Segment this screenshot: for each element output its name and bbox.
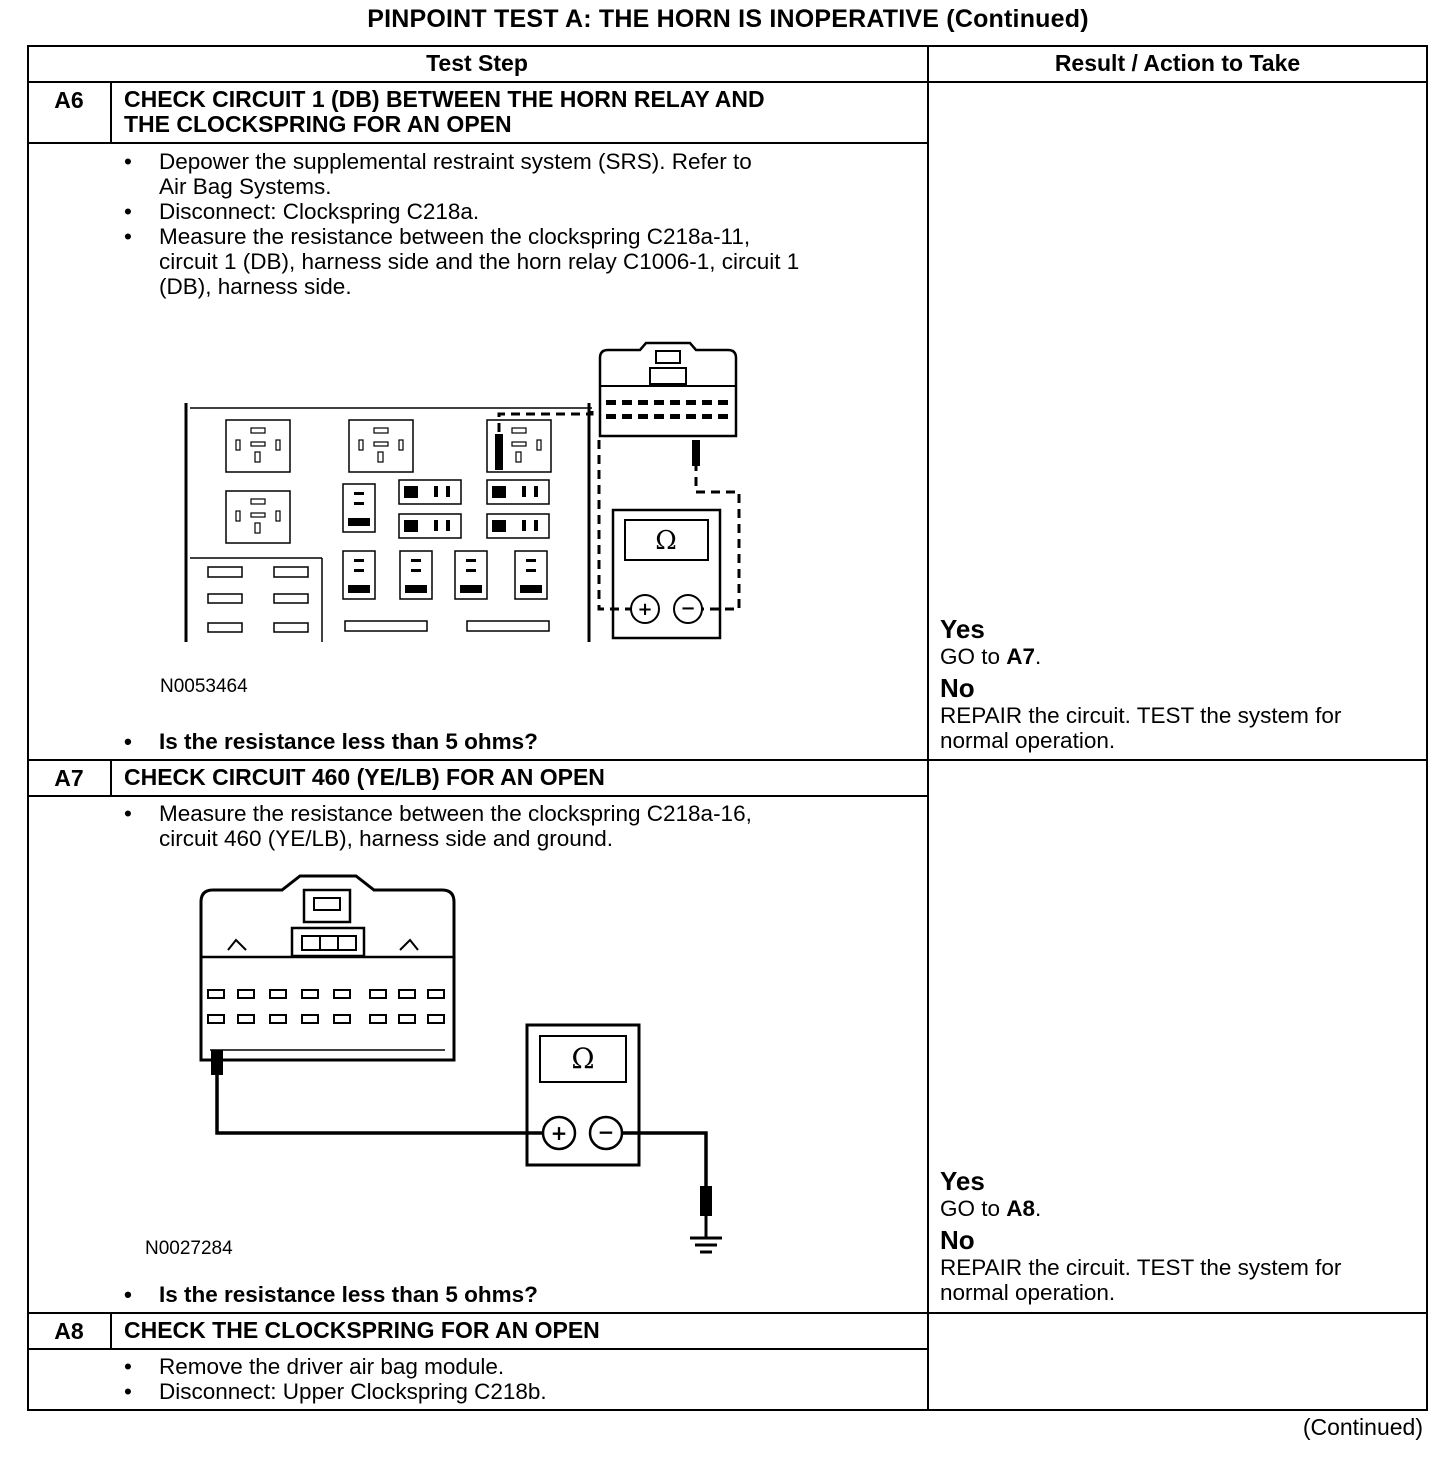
step-instructions [124,1354,547,1404]
instruction-item: • Measure the resistance between the clockspring C218a-16, circuit 460 (YE/LB), harness side and ground. [124,801,752,851]
step-result [940,1166,1341,1305]
question-text: • Is the resistance less than 5 ohms? [124,1282,538,1307]
figure-code: N0053464 [160,676,248,697]
negative-terminal-icon: − [680,598,696,619]
page-title: PINPOINT TEST A: THE HORN IS INOPERATIVE (Continued) [367,5,1089,33]
header-result: Result / Action to Take [1054,50,1301,76]
instruction-item: • Disconnect: Clockspring C218a. [124,199,799,224]
positive-terminal-icon: + [550,1121,568,1145]
step-title-line: CHECK CIRCUIT 460 (YE/LB) FOR AN OPEN [124,764,605,790]
ohm-symbol: Ω [655,526,677,556]
yes-action-text: GO to [940,644,1007,669]
instruction-item: • Measure the resistance between the clockspring C218a-11, circuit 1 (DB), harness side and the horn relay C1006-1, circuit 1 (DB), harness side. [124,224,799,299]
step-title-line: CHECK CIRCUIT 1 (DB) BETWEEN THE HORN RELAY AND [124,86,765,112]
no-label: No [940,1225,975,1255]
yes-action: GO to A8. [940,1196,1042,1221]
instruction-item: • Disconnect: Upper Clockspring C218b. [124,1379,547,1404]
step-title [124,1318,600,1343]
no-label: No [940,673,975,703]
ohm-symbol: Ω [571,1042,595,1075]
yes-action-text: GO to [940,1196,1007,1221]
negative-terminal-icon: − [597,1120,615,1144]
instruction-item: • Remove the driver air bag module. [124,1354,547,1379]
step-title-line: THE CLOCKSPRING FOR AN OPEN [124,111,512,137]
question-text: • Is the resistance less than 5 ohms? [124,729,538,754]
yes-action-target: A8 [1006,1196,1036,1221]
step-title-line: CHECK THE CLOCKSPRING FOR AN OPEN [124,1317,600,1343]
no-action: REPAIR the circuit. TEST the system for normal operation. [940,1255,1342,1305]
no-action: REPAIR the circuit. TEST the system for normal operation. [940,703,1342,753]
step-id: A6 [54,87,84,113]
yes-label: Yes [940,614,985,644]
yes-label: Yes [940,1166,985,1196]
step-question [124,1282,538,1307]
instruction-item: • Depower the supplemental restraint system (SRS). Refer to Air Bag Systems. [124,149,799,199]
positive-terminal-icon: + [637,599,653,620]
yes-action-target: A7 [1006,644,1036,669]
step-id: A7 [54,765,84,791]
step-id: A8 [54,1318,84,1344]
figure-code: N0027284 [145,1238,233,1259]
continued-note: (Continued) [1302,1414,1423,1440]
header-test-step: Test Step [426,50,528,76]
yes-action: GO to A7. [940,644,1042,669]
